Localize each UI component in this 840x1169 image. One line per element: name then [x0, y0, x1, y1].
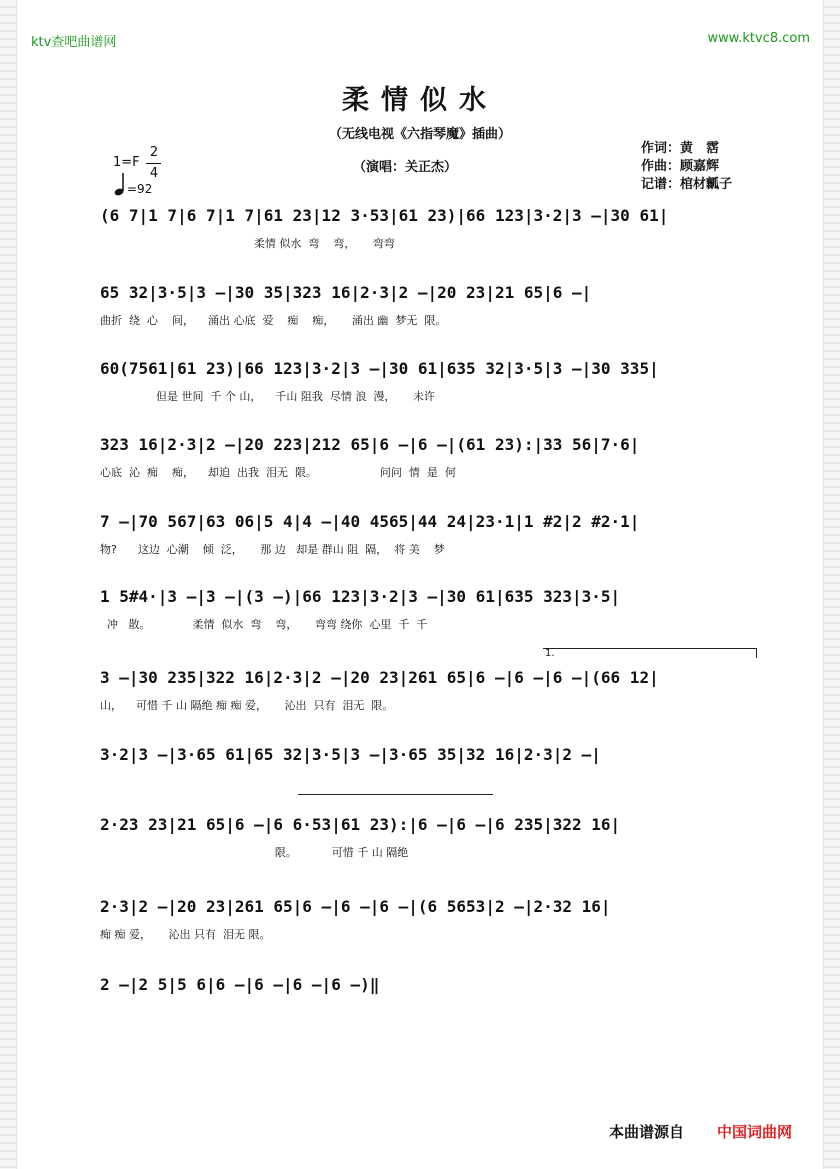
lyrics-line: 冲 散。 柔情 似水 弯 弯， 弯弯 绕你 心里 千 千: [100, 618, 428, 631]
notation-line: 60(7561|61 23)|66 123|3·2|3 –|30 61|635 32|3·5|3 –|30 335|: [100, 359, 659, 378]
lyrics-line: 柔情 似水 弯 弯， 弯弯: [100, 237, 395, 250]
time-signature-bar: [146, 163, 161, 164]
quarter-note-icon: [114, 172, 126, 196]
lyricist-credit: 作词：黄 霑: [641, 141, 720, 156]
key-signature: 1=F: [113, 155, 140, 170]
notation-line: 65 32|3·5|3 –|30 35|323 16|2·3|2 –|20 23|21 65|6 –|: [100, 283, 592, 302]
singer-credit: （演唱：关正杰）: [352, 160, 457, 175]
source-brand-link[interactable]: 中国词曲网: [717, 1123, 793, 1141]
lyrics-line: 物? 这边 心潮 倾 泛， 那 边 却是 群山 阻 隔， 将 美 梦: [100, 543, 445, 556]
notation-line: 3·2|3 –|3·65 61|65 32|3·5|3 –|3·65 35|32 16|2·3|2 –|: [100, 745, 601, 764]
time-signature-bottom: 4: [149, 166, 159, 181]
notation-line: 2 –|2 5|5 6|6 –|6 –|6 –|6 –)‖: [100, 975, 380, 994]
notation-line: 1 5#4·|3 –|3 –|(3 –)|66 123|3·2|3 –|30 61|635 323|3·5|: [100, 587, 621, 606]
lyrics-line: 限。 可惜 千 山 隔绝: [100, 846, 409, 859]
first-ending-bracket: [543, 648, 756, 649]
notation-line: 2·3|2 –|20 23|261 65|6 –|6 –|6 –|(6 5653|2 –|2·32 16|: [100, 897, 611, 916]
source-label: 本曲谱源自: [609, 1123, 685, 1141]
first-ending-bracket-end: [756, 648, 757, 658]
right-watermark-strip: [823, 0, 840, 1169]
tempo-marking: =92: [127, 182, 153, 196]
lyrics-line: 但是 世间 千 个 山， 千山 阻我 尽情 浪 漫， 未许: [100, 390, 435, 403]
lyrics-line: 心底 沁 痴 痴， 却迫 出我 泪无 限。 问问 情 是 何: [100, 466, 456, 479]
composer-credit: 作曲：顾嘉辉: [641, 159, 720, 174]
transcriber-credit: 记谱：棺材瓤子: [641, 177, 733, 192]
time-signature-top: 2: [149, 145, 159, 160]
site-url-link[interactable]: www.ktvc8.com: [707, 31, 810, 46]
first-ending-label: 1.: [545, 648, 555, 659]
site-name-link[interactable]: ktv查吧曲谱网: [31, 35, 117, 50]
lyrics-line: 山， 可惜 千 山 隔绝 痴 痴 爱， 沁出 只有 泪无 限。: [100, 699, 394, 712]
notation-line: 2·23 23|21 65|6 –|6 6·53|61 23):|6 –|6 –|6 235|322 16|: [100, 815, 621, 834]
song-title: 柔情似水: [342, 85, 498, 116]
left-watermark-strip: [0, 0, 17, 1169]
repeat-ending-bracket: [298, 794, 493, 795]
notation-line: (6 7|1 7|6 7|1 7|61 23|12 3·53|61 23)|66 123|3·2|3 –|30 61|: [100, 206, 669, 225]
lyrics-line: 痴 痴 爱， 沁出 只有 泪无 限。: [100, 928, 271, 941]
lyrics-line: [100, 1004, 760, 1022]
song-subtitle: （无线电视《六指琴魔》插曲）: [328, 127, 511, 142]
notation-line: 7 –|70 567|63 06|5 4|4 –|40 4565|44 24|23·1|1 #2|2 #2·1|: [100, 512, 640, 531]
lyrics-line: 曲折 绕 心 间， 涌出 心底 爱 痴 痴， 涌出 幽 梦无 限。: [100, 314, 447, 327]
lyrics-line: [100, 774, 760, 792]
notation-line: 323 16|2·3|2 –|20 223|212 65|6 –|6 –|(61 23):|33 56|7·6|: [100, 435, 640, 454]
notation-line: 3 –|30 235|322 16|2·3|2 –|20 23|261 65|6 –|6 –|6 –|(66 12|: [100, 668, 659, 687]
